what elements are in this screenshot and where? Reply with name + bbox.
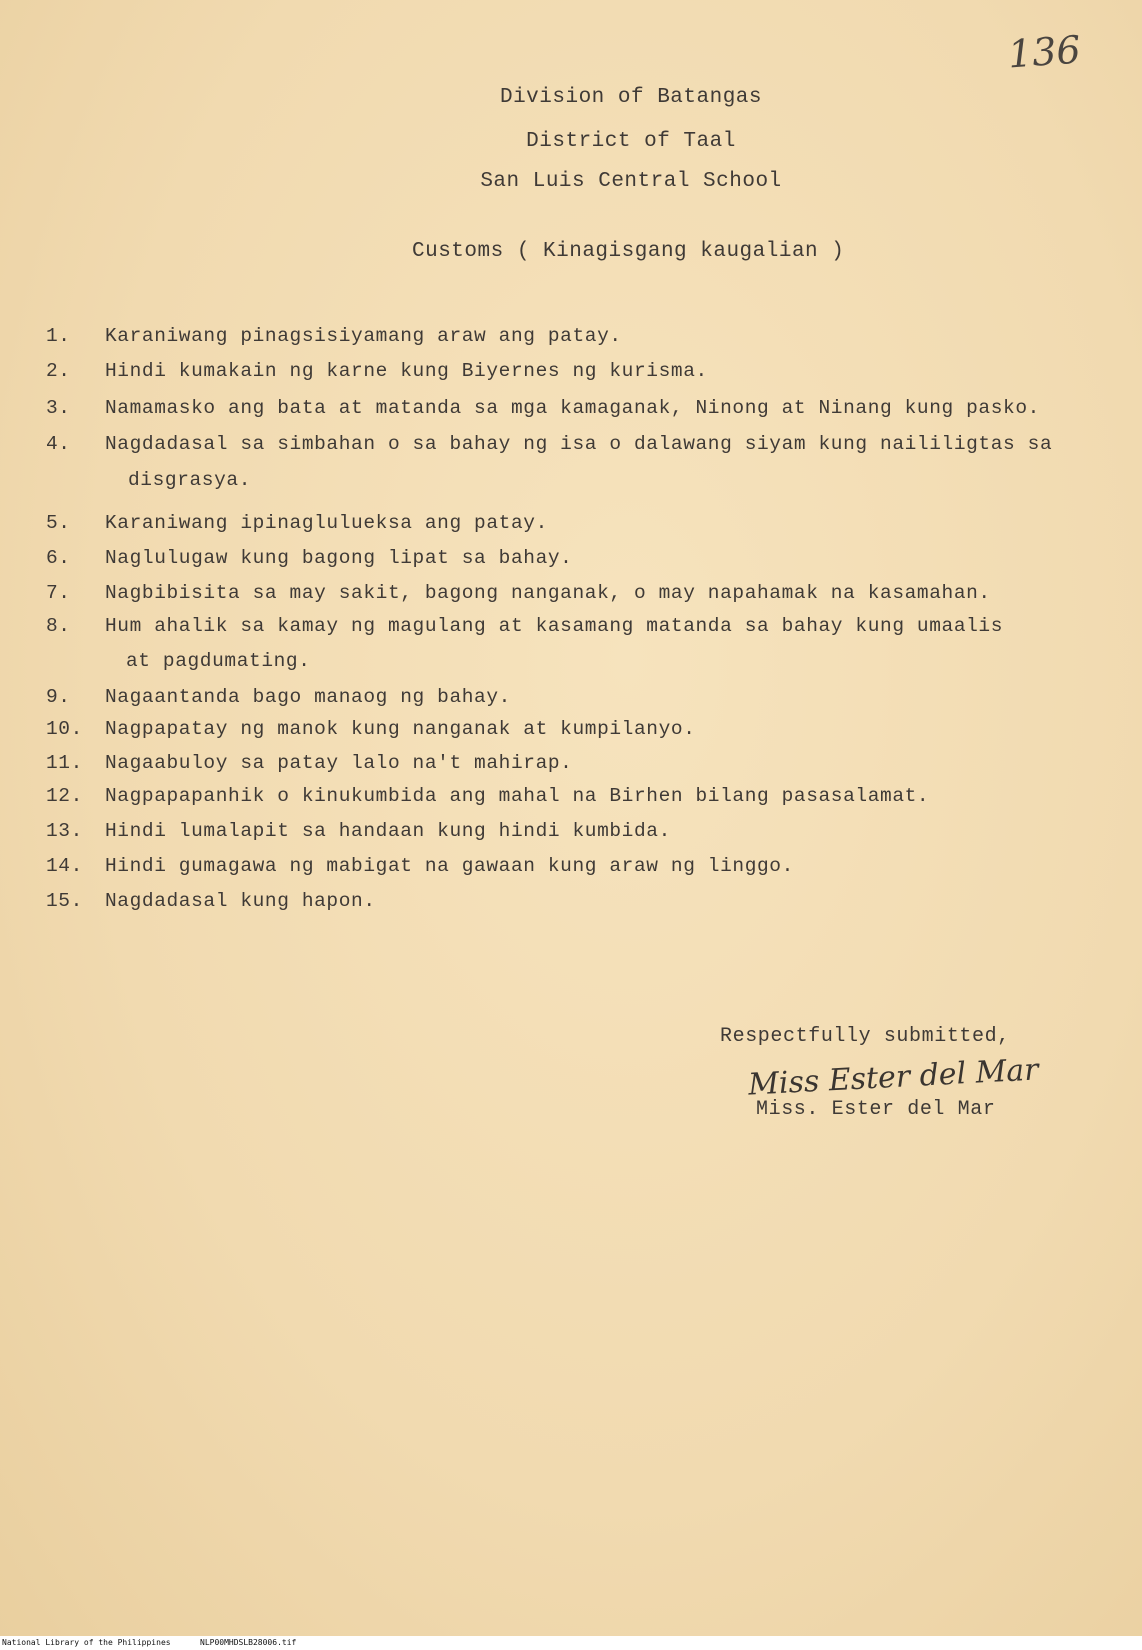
- item-text: Nagbibisita sa may sakit, bagong nanganak, o may napahamak na kasamahan.: [105, 582, 991, 604]
- signer-name: Miss. Ester del Mar: [756, 1098, 996, 1121]
- item-text: Nagpapatay ng manok kung nanganak at kumpilanyo.: [105, 718, 696, 740]
- item-text: Nagaabuloy sa patay lalo na't mahirap.: [105, 752, 573, 774]
- item-number: 4.: [46, 433, 71, 455]
- division-heading: Division of Batangas: [499, 86, 763, 109]
- item-text: Karaniwang ipinaglulueksa ang patay.: [105, 512, 548, 534]
- item-text: Naglulugaw kung bagong lipat sa bahay.: [105, 547, 573, 569]
- footer-filename: NLP00MHDSLB28006.tif: [200, 1638, 297, 1647]
- item-text: Hindi kumakain ng karne kung Biyernes ng kurisma.: [105, 360, 708, 382]
- item-text: Hindi gumagawa ng mabigat na gawaan kung araw ng linggo.: [105, 855, 794, 877]
- item-continuation: at pagdumating.: [126, 650, 311, 672]
- handwritten-signature: Miss Ester del Mar: [747, 1052, 1040, 1103]
- item-text: Nagpapapanhik o kinukumbida ang mahal na Birhen bilang pasasalamat.: [105, 785, 930, 807]
- page-number: 136: [1006, 27, 1082, 77]
- footer-library: National Library of the Philippines: [2, 1638, 171, 1647]
- item-number: 5.: [46, 512, 71, 534]
- item-number: 11.: [46, 752, 83, 774]
- item-number: 12.: [46, 785, 83, 807]
- item-text: Namamasko ang bata at matanda sa mga kamaganak, Ninong at Ninang kung pasko.: [105, 397, 1040, 419]
- item-text: Nagdadasal kung hapon.: [105, 890, 376, 912]
- scan-footer: [0, 1636, 1142, 1650]
- item-continuation: disgrasya.: [128, 469, 252, 491]
- item-number: 7.: [46, 582, 71, 604]
- item-text: Nagaantanda bago manaog ng bahay.: [105, 686, 511, 708]
- item-number: 8.: [46, 615, 71, 637]
- item-number: 10.: [46, 718, 83, 740]
- item-text: Nagdadasal sa simbahan o sa bahay ng isa o dalawang siyam kung naililigtas sa: [105, 433, 1053, 455]
- item-number: 14.: [46, 855, 83, 877]
- closing-line: Respectfully submitted,: [720, 1025, 1010, 1048]
- item-text: Hum ahalik sa kamay ng magulang at kasamang matanda sa bahay kung umaalis: [105, 615, 1004, 637]
- item-number: 9.: [46, 686, 71, 708]
- item-number: 3.: [46, 397, 71, 419]
- item-number: 6.: [46, 547, 71, 569]
- item-number: 15.: [46, 890, 83, 912]
- item-number: 2.: [46, 360, 71, 382]
- school-heading: San Luis Central School: [480, 170, 782, 193]
- item-text: Karaniwang pinagsisiyamang araw ang patay.: [105, 325, 622, 347]
- district-heading: District of Taal: [526, 130, 736, 153]
- item-number: 1.: [46, 325, 71, 347]
- section-title: Customs ( Kinagisgang kaugalian ): [412, 240, 845, 263]
- item-text: Hindi lumalapit sa handaan kung hindi kumbida.: [105, 820, 671, 842]
- item-number: 13.: [46, 820, 83, 842]
